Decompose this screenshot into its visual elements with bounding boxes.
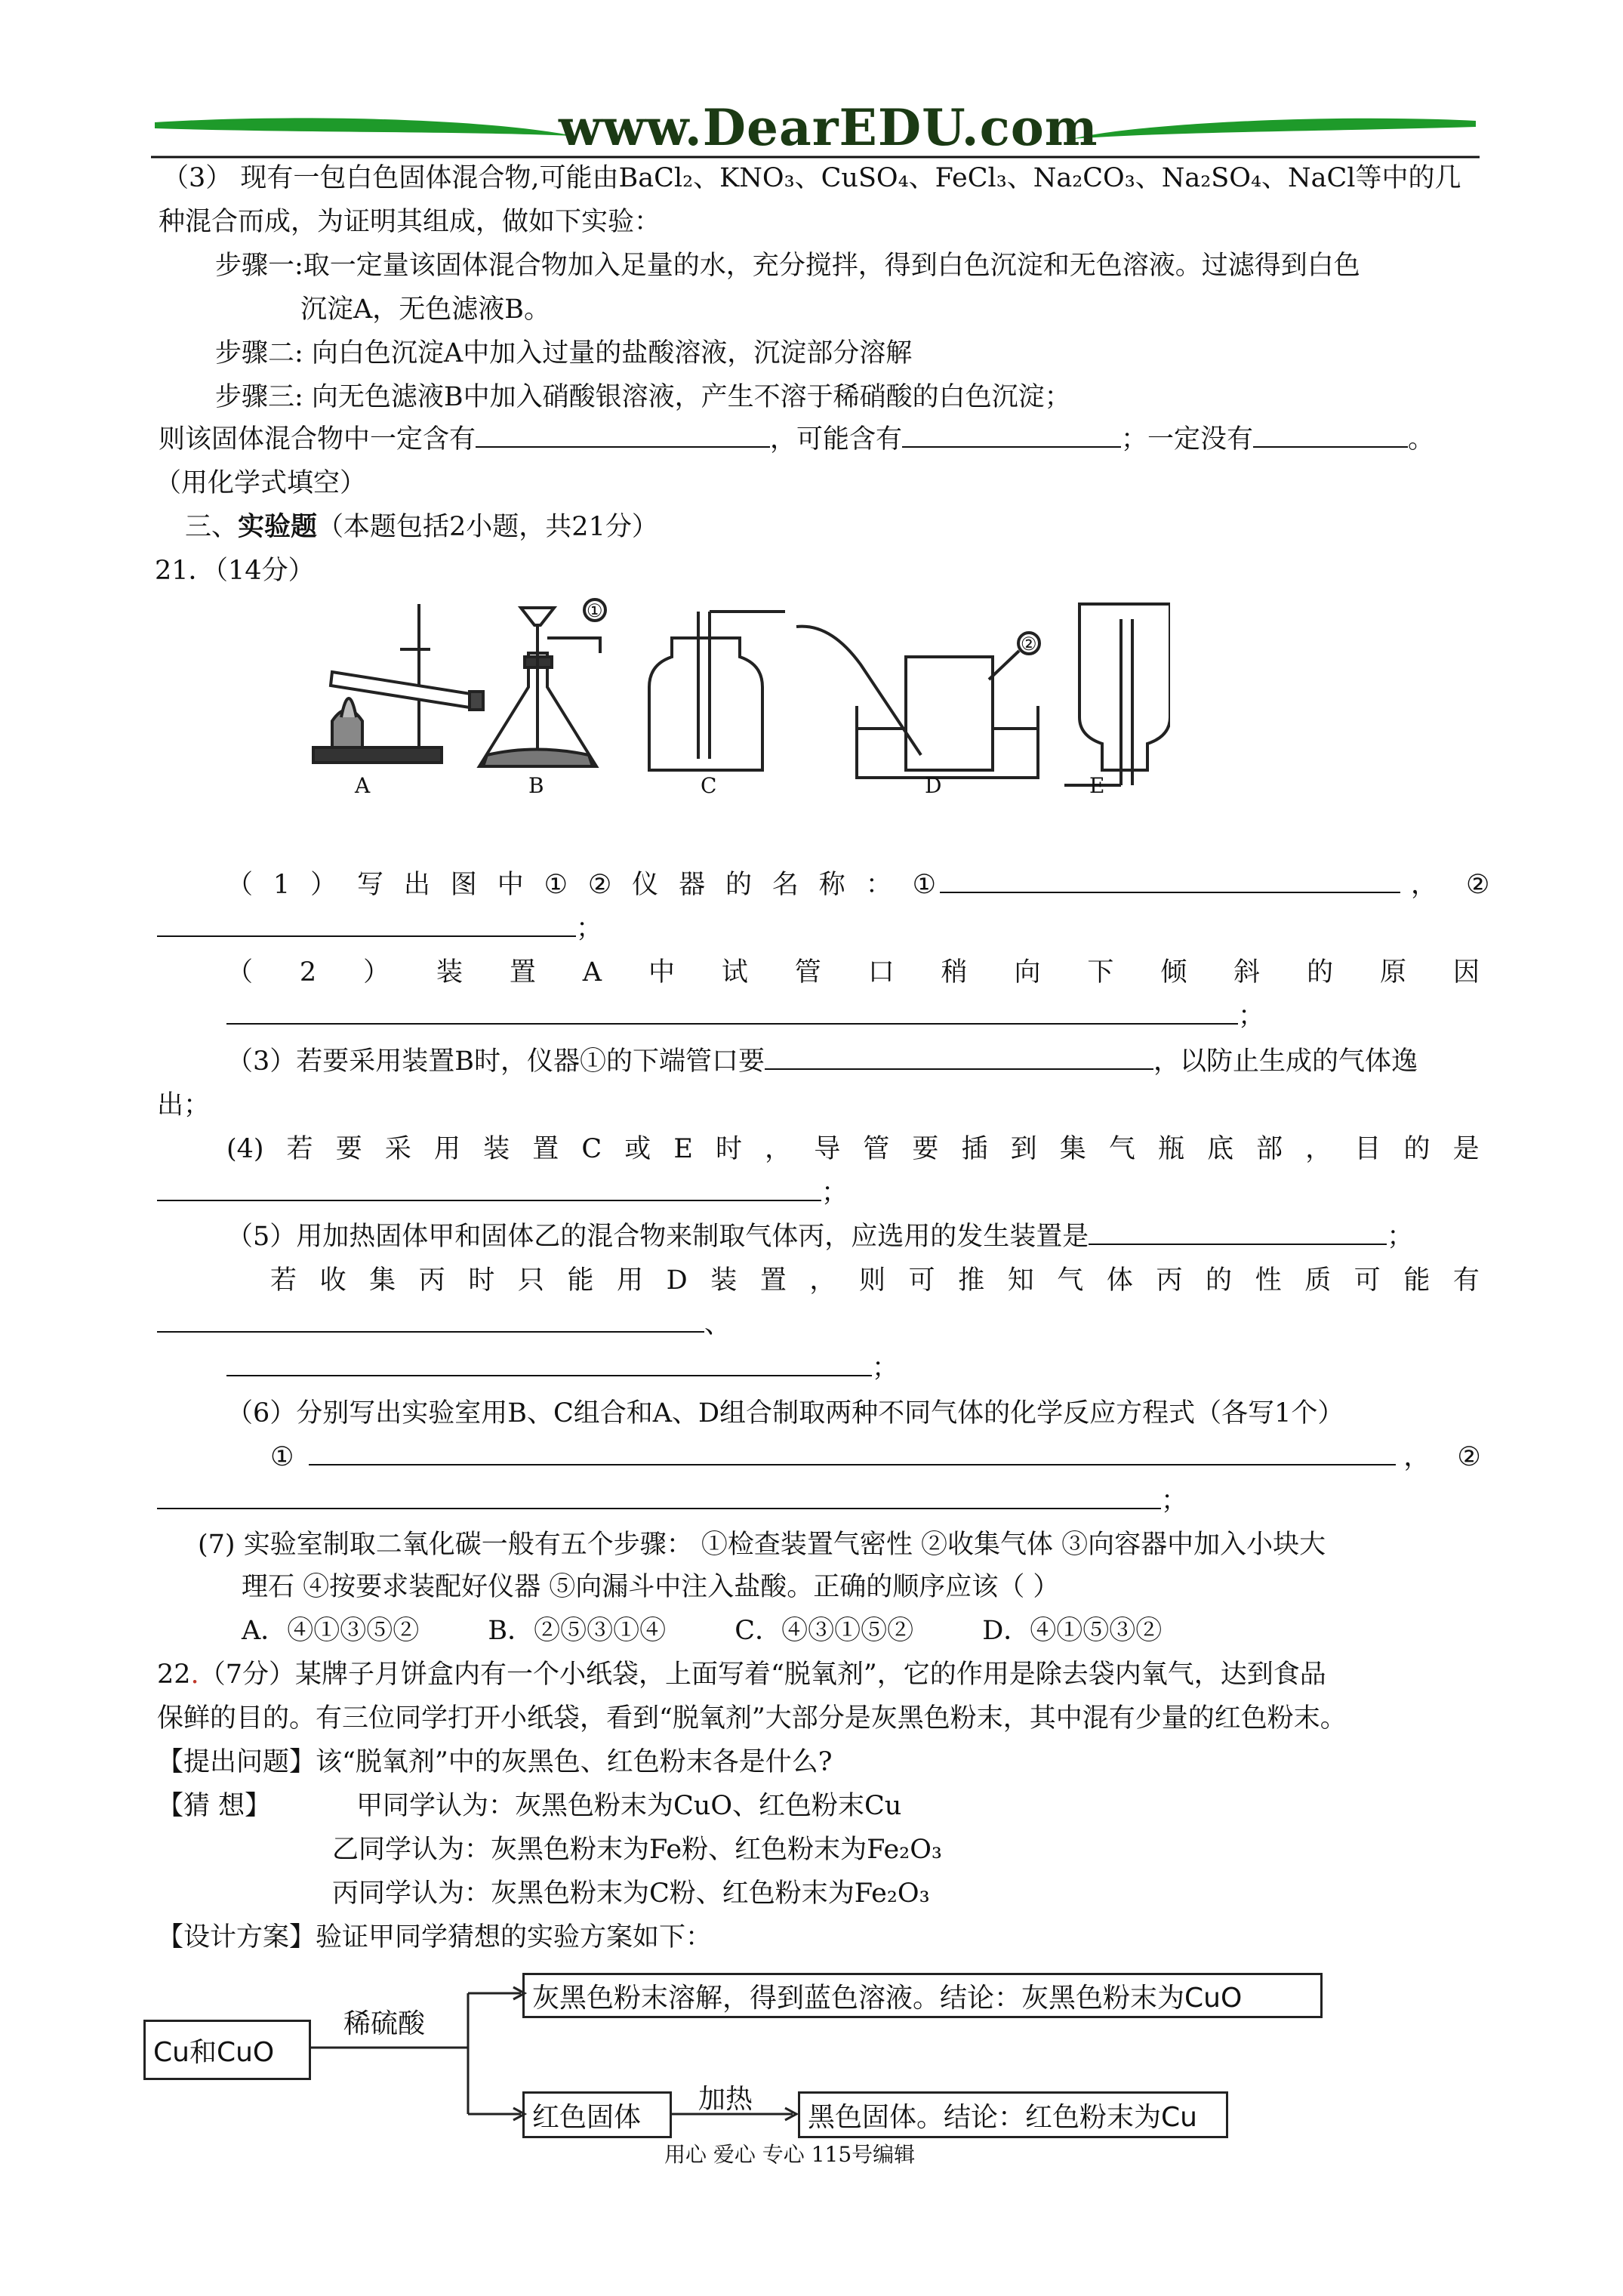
q21-p5-line3: 、 (157, 1308, 731, 1341)
spaced-char: 能 (1403, 1265, 1431, 1296)
answer-blank[interactable] (902, 424, 1121, 448)
spaced-char: 装 (710, 1265, 738, 1296)
q21-p2-line2: ； (226, 1000, 1264, 1033)
q21-p2 (226, 956, 1480, 989)
answer-blank[interactable] (157, 1177, 821, 1201)
spaced-char: 下 (1087, 957, 1114, 988)
q22-line2: 保鲜的目的。有三位同学打开小纸袋，看到“脱氧剂”大部分是灰黑色粉末，其中混有少量的红色粉末。 (157, 1703, 1347, 1734)
answer-blank[interactable] (940, 869, 1400, 893)
spaced-char: 中 (648, 957, 675, 988)
spaced-char: 稍 (941, 957, 968, 988)
spaced-char: 原 (1380, 957, 1407, 988)
label-a: A (355, 773, 371, 798)
spaced-char: 或 (624, 1134, 651, 1164)
answer-blank[interactable] (765, 1046, 1153, 1070)
spaced-char: 2 (299, 957, 317, 988)
q22-dot: . (190, 1660, 199, 1690)
answer-blank[interactable] (1253, 424, 1408, 448)
spaced-char: 时 (715, 1134, 742, 1164)
spaced-char: 因 (1452, 957, 1480, 988)
flow-top-result: 灰黑色粉末溶解，得到蓝色溶液。结论：灰黑色粉末为CuO (522, 1973, 1323, 2018)
spaced-char: ， (1305, 1134, 1332, 1164)
q21-p1 (226, 868, 936, 901)
spaced-char: 瓶 (1157, 1134, 1184, 1164)
option-b[interactable]: B．②⑤③①④ (488, 1616, 667, 1646)
spaced-char: 管 (794, 957, 821, 988)
q3-line1: （3） 现有一包白色固体混合物,可能由BaCl₂、KNO₃、CuSO₄、FeCl₃、Na₂CO₃、Na₂SO₄、NaCl等中的几 (162, 163, 1461, 193)
q21-head: 21．（14分） (155, 556, 315, 586)
spaced-char: 则 (858, 1265, 885, 1296)
spaced-char: ） (363, 957, 390, 988)
spaced-char: 中 (497, 870, 524, 900)
q21-p6-line2: ① ， ② (270, 1442, 1481, 1472)
q21-p5b (270, 1264, 1480, 1297)
spaced-char: 用 (434, 1134, 461, 1164)
spaced-char: ② (587, 870, 612, 900)
spaced-char: D (666, 1265, 688, 1296)
spaced-char: 目 (1354, 1134, 1381, 1164)
q22-guess2: 乙同学认为：灰黑色粉末为Fe粉、红色粉末为Fe₂O₃ (332, 1835, 942, 1865)
q21-p5a: （5）用加热固体甲和固体乙的混合物来制取气体丙，应选用的发生装置是 ； (226, 1222, 1414, 1252)
q22-line1: 22.（7分）某牌子月饼盒内有一个小纸袋，上面写着“脱氧剂”，它的作用是除去袋内氧气，达到食品 (157, 1660, 1326, 1690)
spaced-char: 仪 (632, 870, 659, 900)
spaced-char: 置 (532, 1134, 559, 1164)
spaced-char: 口 (867, 957, 895, 988)
spaced-char: 名 (771, 870, 799, 900)
q3-step1b: 沉淀A，无色滤液B。 (300, 294, 550, 325)
apparatus-a (313, 604, 483, 763)
spaced-char: 器 (679, 870, 706, 900)
q3-compounds: BaCl₂、KNO₃、CuSO₄、FeCl₃、Na₂CO₃、Na₂SO₄、NaCl (618, 163, 1356, 193)
spaced-char: 向 (1014, 957, 1041, 988)
spaced-char: 丙 (1156, 1265, 1183, 1296)
q21-p1-tail: ， ② (940, 868, 1489, 901)
spaced-char: 试 (721, 957, 748, 988)
q3-line2: 种混合而成，为证明其组成，做如下实验： (159, 207, 661, 237)
q22-design: 【设计方案】验证甲同学猜想的实验方案如下： (157, 1922, 713, 1952)
spaced-char: 只 (517, 1265, 544, 1296)
apparatus-figure (302, 596, 1170, 800)
answer-blank[interactable] (157, 913, 576, 937)
spaced-char: 图 (450, 870, 477, 900)
spaced-char: 集 (369, 1265, 396, 1296)
spaced-char: 斜 (1233, 957, 1261, 988)
spaced-char: 导 (814, 1134, 841, 1164)
option-a[interactable]: A．④①③⑤② (242, 1616, 420, 1646)
q22-guess3: 丙同学认为：灰黑色粉末为C粉、红色粉末为Fe₂O₃ (332, 1878, 930, 1909)
spaced-char: 气 (1108, 1134, 1135, 1164)
spaced-char: 若 (270, 1265, 297, 1296)
q3-step2: 步骤二: 向白色沉淀A中加入过量的盐酸溶液，沉淀部分溶解 (215, 338, 913, 368)
q22-guess-tag: 【猜 想】 (157, 1791, 272, 1821)
spaced-char: ， (765, 1134, 792, 1164)
spaced-char: 的 (1307, 957, 1334, 988)
q21-p6-line3: ； (157, 1484, 1187, 1518)
q22-guess1: 甲同学认为：灰黑色粉末为CuO、红色粉末Cu (356, 1791, 902, 1821)
marker-2: ② (1021, 633, 1037, 655)
q22-question: 【提出问题】该“脱氧剂”中的灰黑色、红色粉末各是什么? (157, 1747, 833, 1777)
flow-mid-box: 红色固体 (522, 2091, 672, 2138)
q21-p3-c: 出； (157, 1090, 211, 1120)
spaced-char: 称 (818, 870, 845, 900)
spaced-char: 的 (1403, 1134, 1431, 1164)
spaced-char: 可 (908, 1265, 935, 1296)
spaced-char: 到 (1010, 1134, 1037, 1164)
option-c[interactable]: C．④③①⑤② (735, 1616, 914, 1646)
label-c: C (701, 773, 717, 798)
spaced-char: A (582, 957, 602, 988)
spaced-char: 置 (759, 1265, 787, 1296)
spaced-char: 写 (356, 870, 383, 900)
label-e: E (1089, 773, 1105, 798)
marker-1: ① (587, 600, 603, 621)
answer-blank[interactable] (309, 1441, 1396, 1465)
spaced-char: 是 (1452, 1134, 1480, 1164)
apparatus-d (796, 627, 1039, 778)
spaced-char: 采 (384, 1134, 411, 1164)
q21-p3: （3）若要采用装置B时，仪器①的下端管口要 ，以防止生成的气体逸 (226, 1046, 1418, 1077)
spaced-char: 收 (319, 1265, 346, 1296)
spaced-char: ： (865, 870, 892, 900)
spaced-char: ① (544, 870, 568, 900)
spaced-char: 要 (335, 1134, 362, 1164)
flow-bottom-result: 黑色固体。结论：红色粉末为Cu (798, 2091, 1228, 2138)
spaced-char: 气 (1057, 1265, 1084, 1296)
spaced-char: 装 (483, 1134, 510, 1164)
q21-p6: （6）分别写出实验室用B、C组合和A、D组合制取两种不同气体的化学反应方程式（各写1个） (226, 1398, 1344, 1428)
spaced-char: ， (809, 1265, 836, 1296)
spaced-char: E (673, 1134, 693, 1164)
spaced-char: （ (226, 957, 254, 988)
flow-start-box: Cu和CuO (143, 2020, 311, 2080)
spaced-char: 要 (912, 1134, 939, 1164)
spaced-char: 体 (1106, 1265, 1133, 1296)
spaced-char: 出 (403, 870, 430, 900)
spaced-char: 插 (961, 1134, 988, 1164)
spaced-char: 1 (273, 870, 291, 900)
spaced-char: 底 (1207, 1134, 1234, 1164)
q21-p7b: 理石 ④按要求装配好仪器 ⑤向漏斗中注入盐酸。正确的顺序应该（ ） (242, 1572, 1060, 1602)
left-swoosh (155, 118, 574, 136)
right-swoosh (1072, 119, 1476, 139)
answer-blank[interactable] (476, 424, 770, 448)
spaced-char: 质 (1304, 1265, 1332, 1296)
label-d: D (925, 773, 942, 798)
spaced-char: 能 (567, 1265, 594, 1296)
answer-blank[interactable] (157, 1485, 1161, 1509)
answer-blank[interactable] (226, 1000, 1238, 1025)
flow-heat-label: 加热 (698, 2084, 753, 2115)
spaced-char: 若 (286, 1134, 313, 1164)
spaced-char: (4) (226, 1134, 264, 1164)
spaced-char: 可 (1354, 1265, 1381, 1296)
spaced-char: 部 (1256, 1134, 1283, 1164)
q21-p7-options (242, 1614, 1162, 1647)
spaced-char: 的 (725, 870, 752, 900)
spaced-char: 集 (1059, 1134, 1086, 1164)
spaced-char: C (581, 1134, 602, 1164)
spaced-char: 性 (1255, 1265, 1282, 1296)
apparatus-c (649, 612, 785, 770)
option-d[interactable]: D．④①⑤③② (982, 1616, 1163, 1646)
spaced-char: ） (310, 870, 337, 900)
q21-p5-line4: ； (226, 1351, 898, 1385)
spaced-char: 时 (468, 1265, 495, 1296)
spaced-char: （ (226, 870, 254, 900)
q3-note: （用化学式填空） (155, 468, 367, 498)
spaced-char: 的 (1206, 1265, 1233, 1296)
spaced-char: 装 (436, 957, 463, 988)
spaced-char: 知 (1007, 1265, 1034, 1296)
answer-blank[interactable] (226, 1352, 872, 1376)
spaced-char: 管 (863, 1134, 890, 1164)
q21-p4 (226, 1133, 1480, 1166)
spaced-char: 用 (617, 1265, 644, 1296)
spaced-char: ① (912, 870, 936, 900)
page-footer: 用心 爱心 专心 115号编辑 (664, 2142, 916, 2167)
answer-blank[interactable] (157, 1308, 704, 1333)
answer-blank[interactable] (1089, 1221, 1387, 1245)
spaced-char: 置 (509, 957, 536, 988)
q21-p7a: (7) 实验室制取二氧化碳一般有五个步骤： ①检查装置气密性 ②收集气体 ③向容器中加入小块大 (198, 1530, 1326, 1560)
q3-step3: 步骤三: 向无色滤液B中加入硝酸银溶液，产生不溶于稀硝酸的白色沉淀； (215, 382, 1071, 412)
q21-p1-line2: ； (157, 912, 602, 945)
apparatus-e (1064, 604, 1170, 785)
spaced-char: 推 (958, 1265, 985, 1296)
q21-p4-line2: ； (157, 1176, 848, 1210)
q3-step1a: 步骤一:取一定量该固体混合物加入足量的水，充分搅拌，得到白色沉淀和无色溶液。过滤得到白色 (215, 251, 1360, 281)
label-b: B (528, 773, 544, 798)
section-heading: 三、实验题（本题包括2小题，共21分） (185, 511, 658, 542)
site-logo: www.DearEDU.com (559, 98, 1098, 157)
apparatus-b (479, 599, 605, 766)
spaced-char: 有 (1452, 1265, 1480, 1296)
spaced-char: 丙 (418, 1265, 445, 1296)
spaced-char: 倾 (1160, 957, 1187, 988)
flow-reagent-label: 稀硫酸 (343, 2008, 426, 2039)
q3-conclusion: 则该固体混合物中一定含有 ，可能含有 ；一定没有 。 (159, 424, 1435, 455)
